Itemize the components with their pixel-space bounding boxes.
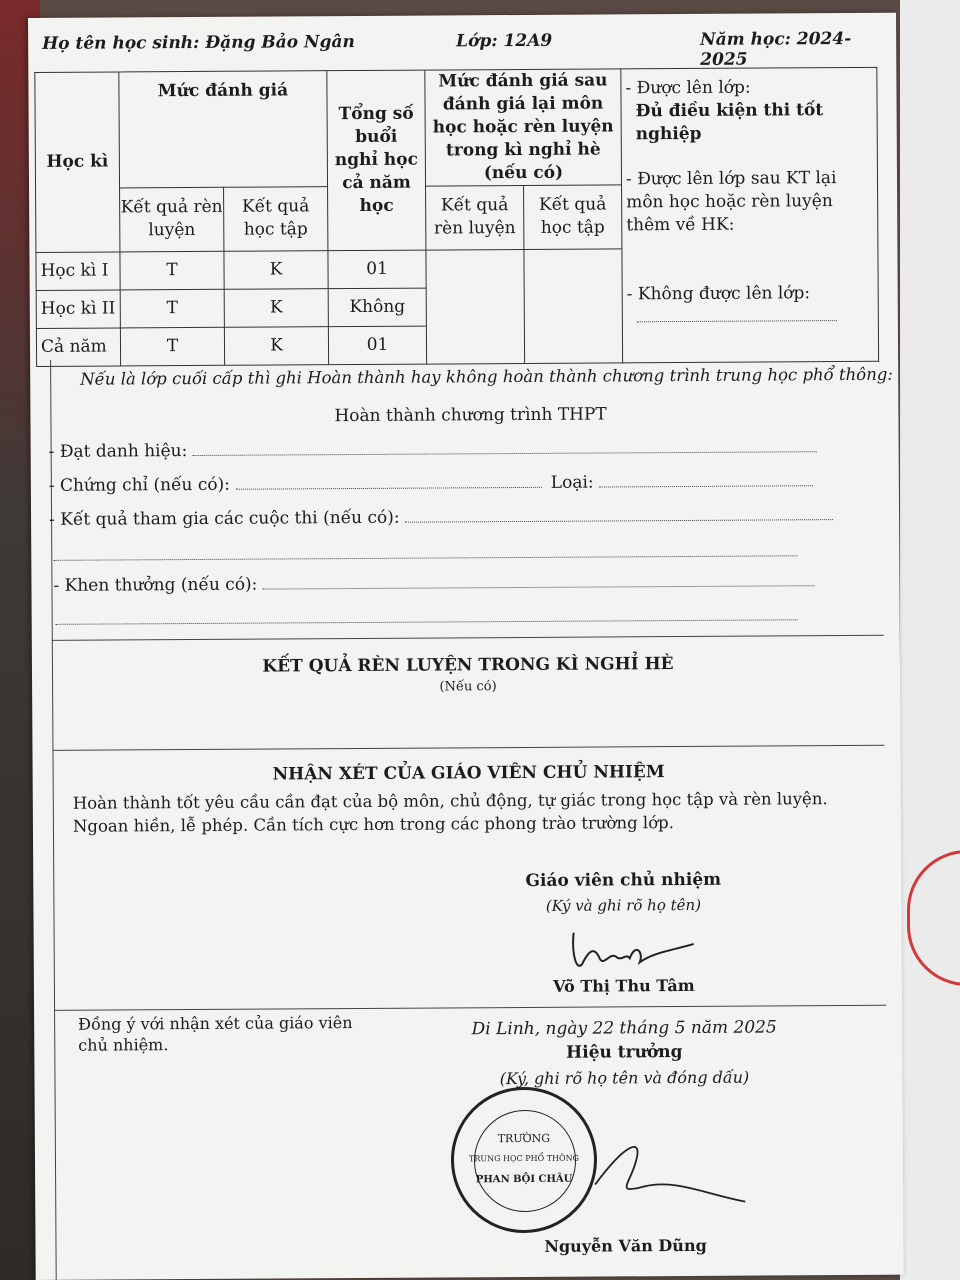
- contest-extra-line: [53, 539, 797, 565]
- title-field: [49, 437, 817, 462]
- study-cell: K: [224, 288, 328, 327]
- certificate-label: - Chứng chỉ (nếu có):: [48, 474, 231, 496]
- term-cell: Học kì II: [36, 290, 120, 329]
- comment-title: NHẬN XÉT CỦA GIÁO VIÊN CHỦ NHIỆM: [272, 762, 665, 785]
- teacher-signature: [564, 922, 704, 983]
- teacher-name: Võ Thị Thu Tâm: [553, 975, 695, 996]
- award-field: [53, 571, 814, 596]
- header-term: Học kì: [35, 72, 120, 252]
- header-reeval-conduct: Kết quả rèn luyện: [426, 185, 524, 250]
- absent-cell: Không: [328, 288, 426, 327]
- dotted-line: [637, 320, 837, 322]
- conduct-cell: T: [120, 289, 224, 328]
- dotted-line: [56, 603, 798, 625]
- dotted-line: [193, 451, 817, 456]
- principal-signature: [555, 1124, 756, 1215]
- principal-role: Hiệu trưởng: [566, 1042, 683, 1063]
- class-label: Lớp: 12A9: [456, 30, 553, 52]
- title-label: - Đạt danh hiệu:: [48, 441, 188, 462]
- term-cell: Cả năm: [36, 328, 120, 367]
- header-reevaluation: Mức đánh giá sau đánh giá lại môn học hoặc rèn luyện trong kì nghỉ hè (nếu có): [425, 69, 622, 186]
- header-evaluation: Mức đánh giá: [119, 71, 328, 188]
- dotted-line: [263, 585, 815, 589]
- conduct-cell: T: [120, 251, 224, 290]
- type-label: Loại:: [550, 472, 594, 493]
- seal-line-1: TRƯỜNG: [497, 1131, 551, 1146]
- divider: [54, 1005, 886, 1011]
- grade-table: [34, 67, 879, 367]
- completion-note: Nếu là lớp cuối cấp thì ghi Hoàn thành hay không hoàn thành chương trình trung học phổ thông:: [80, 364, 893, 389]
- report-page: [28, 13, 904, 1280]
- certificate-field: [49, 471, 813, 496]
- principal-date: Di Linh, ngày 22 tháng 5 năm 2025: [471, 1017, 777, 1040]
- promotion-status: [621, 67, 879, 362]
- study-cell: K: [224, 326, 328, 365]
- principal-sign-note: (Ký, ghi rõ họ tên và đóng dấu): [499, 1067, 750, 1089]
- dotted-line: [599, 485, 813, 487]
- award-extra-line: [56, 603, 798, 629]
- absent-cell: 01: [328, 250, 426, 289]
- header-study: Kết quả học tập: [224, 186, 328, 251]
- completion-value: Hoàn thành chương trình THPT: [334, 404, 607, 427]
- header-absences: Tổng số buổi nghỉ học cả năm học: [327, 70, 426, 250]
- dotted-line: [235, 487, 541, 490]
- after-retest-label: - Được lên lớp sau KT lại môn học hoặc rèn luyện thêm về HK:: [625, 167, 837, 236]
- header-conduct: Kết quả rèn luyện: [120, 187, 224, 252]
- seal-line-2: TRUNG HỌC PHỔ THÔNG: [468, 1153, 579, 1164]
- divider: [52, 635, 884, 641]
- contest-label: - Kết quả tham gia các cuộc thi (nếu có):: [49, 507, 400, 530]
- teacher-sign-note: (Ký và ghi rõ họ tên): [545, 895, 702, 915]
- summer-subtitle: (Nếu có): [439, 679, 497, 695]
- student-name: Họ tên học sinh: Đặng Bảo Ngân: [42, 32, 355, 54]
- reeval-study-cell: [524, 249, 623, 364]
- seal-line-3: PHAN BỘI CHÂU: [475, 1173, 573, 1186]
- promoted-label: - Được lên lớp:: [625, 77, 751, 99]
- principal-name: Nguyễn Văn Dũng: [544, 1235, 707, 1256]
- study-cell: K: [224, 250, 328, 289]
- conduct-cell: T: [120, 327, 224, 366]
- summer-title: KẾT QUẢ RÈN LUYỆN TRONG KÌ NGHỈ HÈ: [262, 654, 674, 677]
- term-cell: Học kì I: [36, 252, 120, 291]
- not-promoted-label: - Không được lên lớp:: [626, 282, 811, 304]
- divider: [52, 745, 884, 751]
- absent-cell: 01: [328, 326, 426, 365]
- comment-text: Hoàn thành tốt yêu cầu cần đạt của bộ môn, chủ động, tự giác trong học tập và rèn luyện. Ngoan hiền, lễ phép. Cần tích cực hơn trong các phong trào trường lớp.: [72, 789, 828, 836]
- contest-field: [49, 505, 833, 530]
- dotted-line: [405, 519, 833, 523]
- principal-agree: Đồng ý với nhận xét của giáo viên chủ nhiệm.: [78, 1013, 353, 1055]
- eligible-label: Đủ điều kiện thi tốt nghiệp: [635, 100, 824, 145]
- school-year: Năm học: 2024-2025: [700, 28, 852, 70]
- left-border: [50, 360, 57, 1280]
- dotted-line: [53, 539, 797, 561]
- teacher-role: Giáo viên chủ nhiệm: [525, 869, 722, 891]
- award-label: - Khen thưởng (nếu có):: [53, 574, 258, 596]
- reeval-conduct-cell: [426, 249, 525, 364]
- background-right: [900, 0, 960, 1280]
- header-reeval-study: Kết quả học tập: [524, 185, 622, 250]
